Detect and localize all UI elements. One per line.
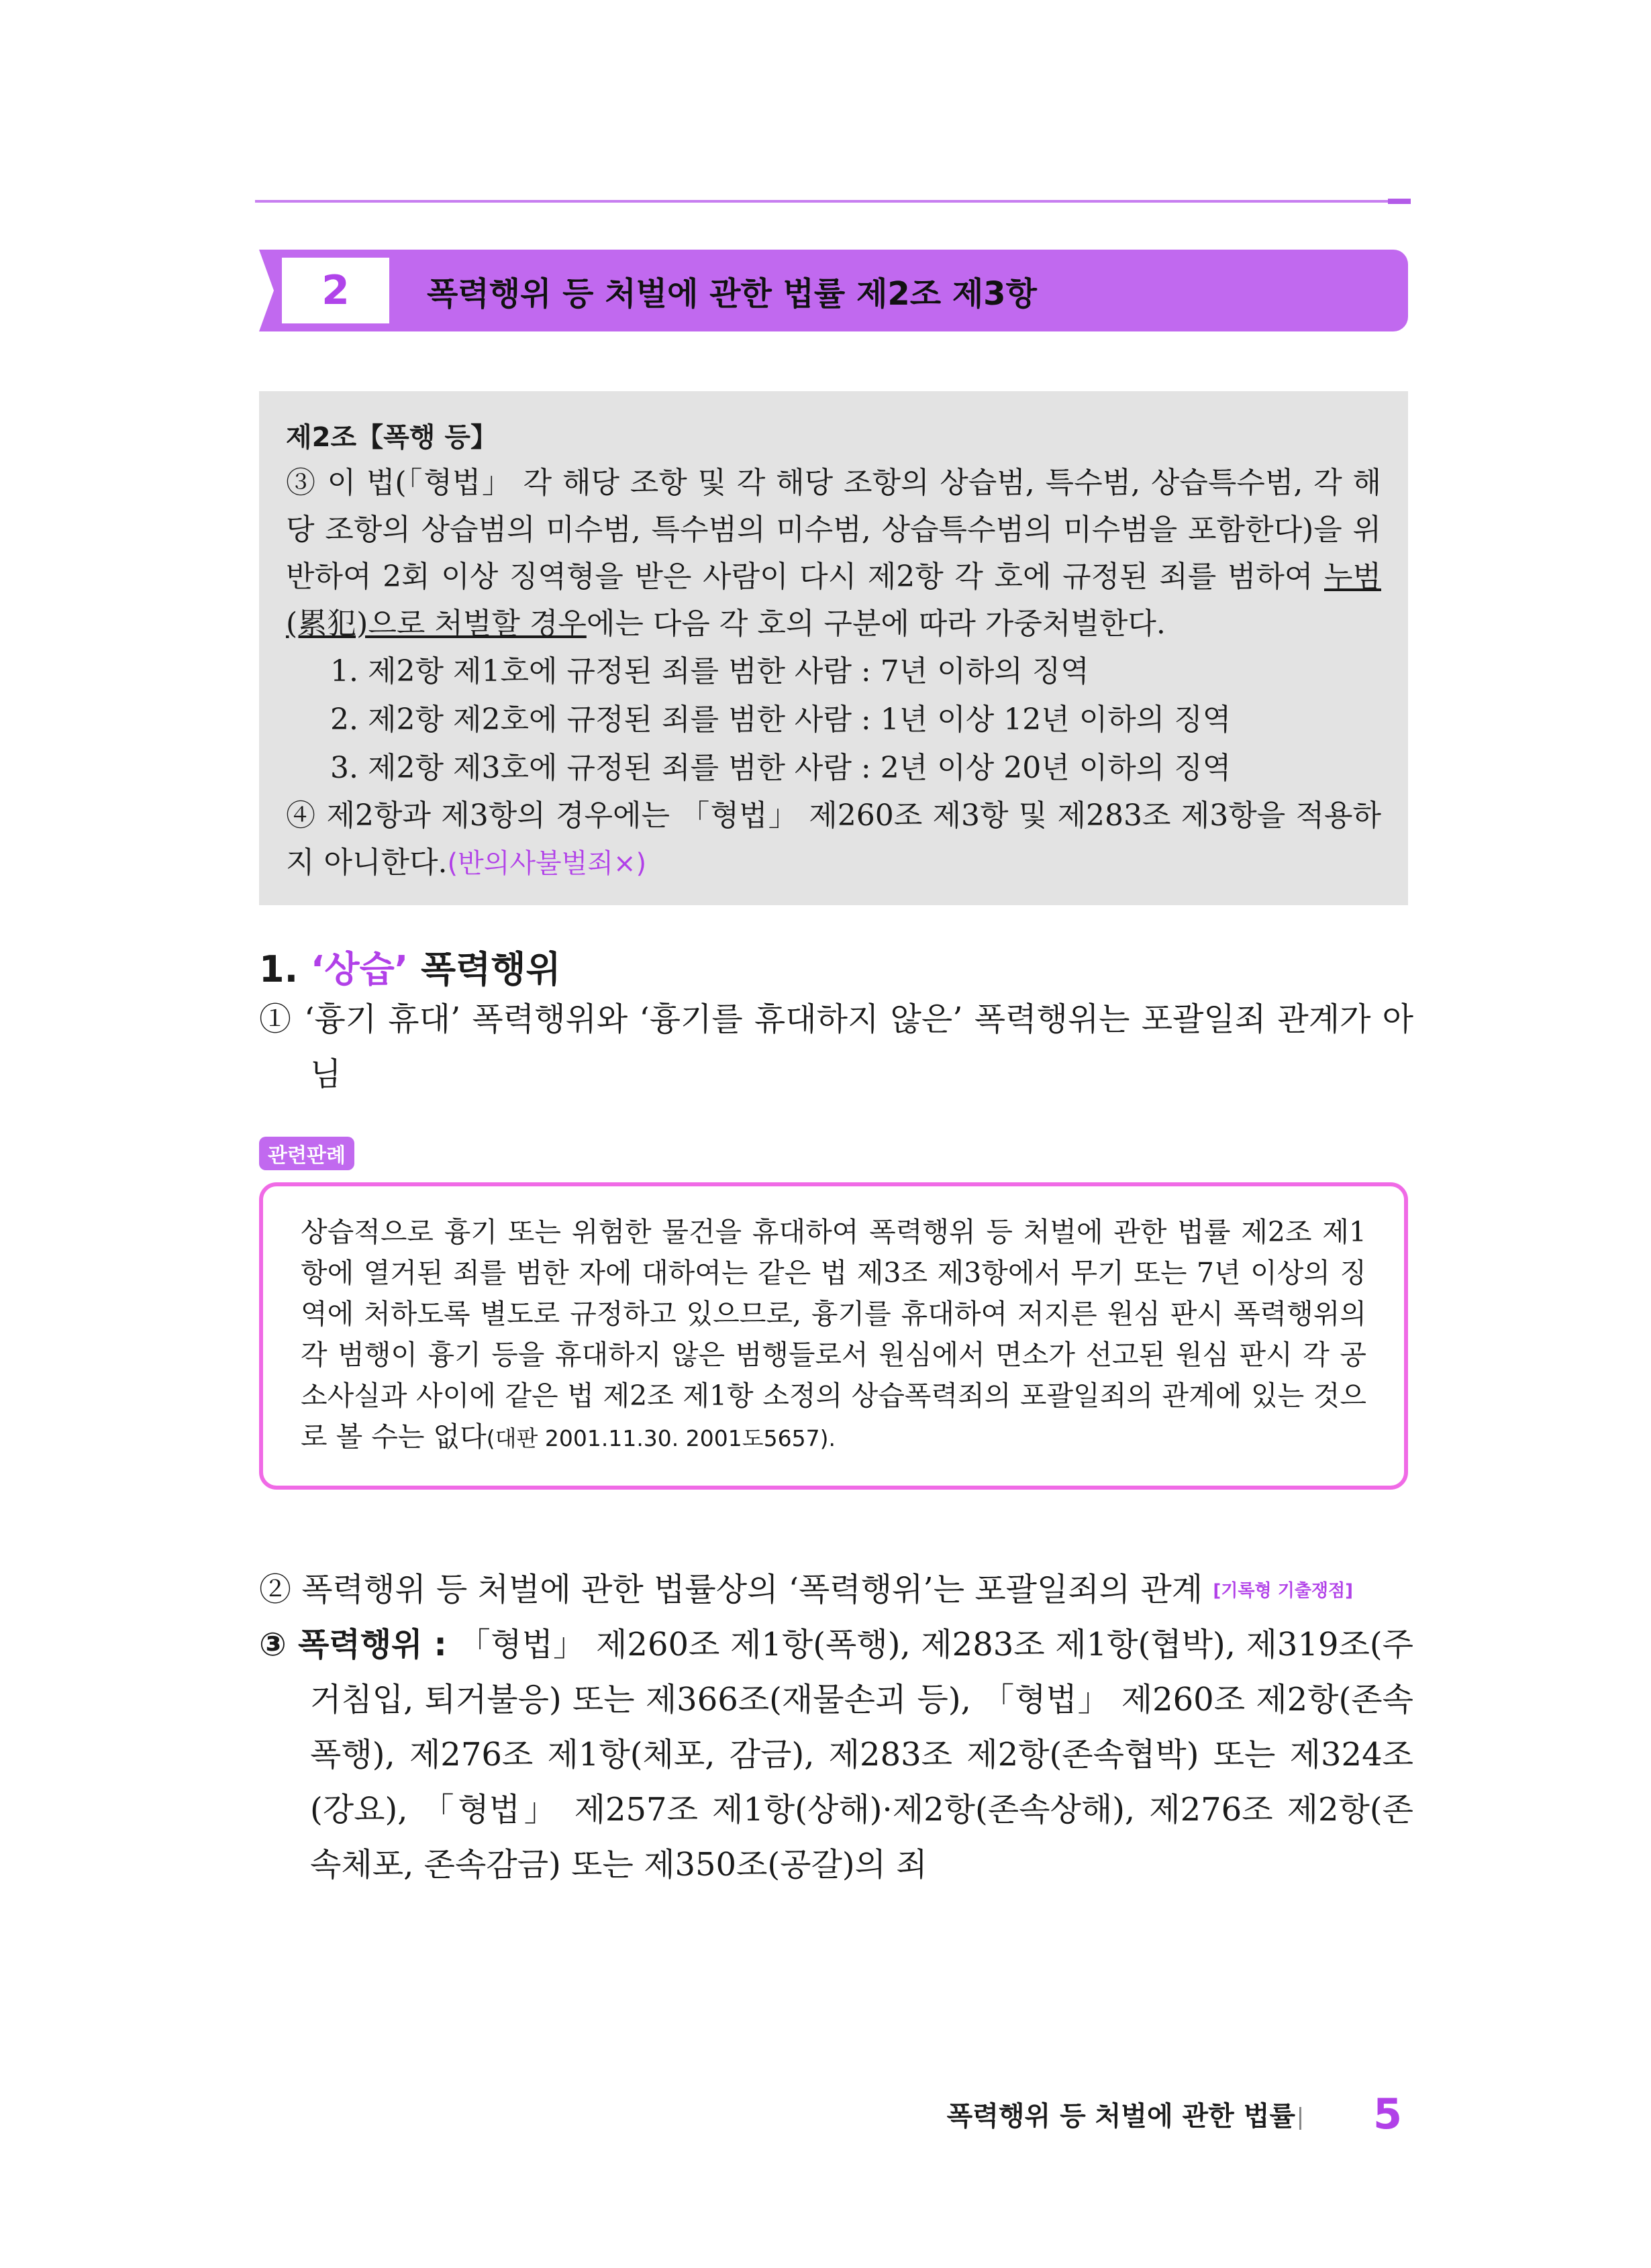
statute-item: 2. 제2항 제2호에 규정된 죄를 범한 사람 : 1년 이상 12년 이하의 징역 [330, 703, 1232, 737]
point-3 [259, 1617, 1413, 1892]
top-rule [255, 200, 1411, 203]
statute-title: 제2조【폭행 등】 [286, 422, 497, 453]
footer-separator [1299, 2107, 1301, 2130]
case-citation: (대판 2001.11.30. 2001도5657). [486, 1425, 836, 1451]
section-title: 폭력행위 등 처벌에 관한 법률 제2조 제3항 [427, 274, 1037, 313]
point-2-text [259, 1562, 1413, 1618]
point-3-text [259, 1617, 1413, 1892]
statute-item: 1. 제2항 제1호에 규정된 죄를 범한 사람 : 7년 이하의 징역 [330, 654, 1089, 688]
point-3-body: 「형법」 제260조 제1항(폭행), 제283조 제1항(협박), 제319조(주거침입, 퇴거불응) 또는 제366조(재물손괴 등), 「형법」 제260조 제2항(존속폭행), 제276조 제1항(체포, 감금), 제283조 제2항(존속협박) 또는 제324조(강요), 「형법」 제257조 제1항(상해)·제2항(존속상해), 제276조 제2항(존속체포, 존속감금) 또는 제350조(공갈)의 죄 [310, 1626, 1413, 1884]
statute-note: (반의사불벌죄×) [447, 848, 647, 879]
statute-paragraph-3 [286, 460, 1381, 648]
exam-tag: [기록형 기출쟁점] [1213, 1581, 1354, 1601]
point-2-body: ② 폭력행위 등 처벌에 관한 법률상의 ‘폭력행위’는 포괄일죄의 관계 [259, 1571, 1203, 1608]
case-text [301, 1212, 1366, 1459]
related-case-badge: 관련판례 [259, 1137, 354, 1170]
statute-paragraph-4 [286, 792, 1381, 887]
section-banner [259, 250, 1408, 331]
point-1-text: ① ‘흉기 휴대’ 폭력행위와 ‘흉기를 휴대하지 않은’ 폭력행위는 포괄일죄 관계가 아님 [259, 1000, 1413, 1093]
statute-paragraph-3-ending: 에는 다음 각 호의 구분에 따라 가중처벌한다. [586, 607, 1166, 641]
banner-arrow-notch [259, 250, 274, 331]
subsection-accent: ‘상습’ [310, 948, 409, 990]
statute-paragraph-4-text: ④ 제2항과 제3항의 경우에는 「형법」 제260조 제3항 및 제283조 제3항을 적용하지 아니한다. [286, 798, 1381, 880]
case-box [259, 1182, 1408, 1490]
point-3-label: ③ 폭력행위 : [259, 1626, 458, 1663]
case-body: 상습적으로 흉기 또는 위험한 물건을 휴대하여 폭력행위 등 처벌에 관한 법률 제2조 제1항에 열거된 죄를 범한 자에 대하여는 같은 법 제3조 제3항에서 무기 또는 7년 이상의 징역에 처하도록 별도로 규정하고 있으므로, 흉기를 휴대하여 저지른 원심 판시 폭력행위의 각 범행이 흉기 등을 휴대하지 않은 범행들로서 원심에서 면소가 선고된 원심 판시 각 공소사실과 사이에 같은 법 제2조 제1항 소정의 상습폭력죄의 포괄일죄의 관계에 있는 것으로 볼 수는 없다 [301, 1216, 1366, 1453]
statute-item: 3. 제2항 제3호에 규정된 죄를 범한 사람 : 2년 이상 20년 이하의 징역 [330, 751, 1232, 785]
top-rule-accent [1388, 199, 1411, 204]
point-2 [259, 1562, 1413, 1618]
footer-title: 폭력행위 등 처벌에 관한 법률 [946, 2100, 1295, 2132]
subsection-suffix: 폭력행위 [408, 948, 561, 990]
subsection-heading [259, 946, 561, 993]
statute-box [259, 391, 1408, 905]
statute-underlined-phrase: 누범(累犯)으로 처벌할 경우 [286, 560, 1381, 641]
page-number: 5 [1373, 2089, 1403, 2138]
statute-paragraph-3-text: ③ 이 법(「형법」 각 해당 조항 및 각 해당 조항의 상습범, 특수범, 상습특수범, 각 해당 조항의 상습범의 미수범, 특수범의 미수범, 상습특수범의 미수범을 포함한다)을 위반하여 2회 이상 징역형을 받은 사람이 다시 제2항 각 호에 규정된 죄를 범하여 [286, 466, 1381, 594]
subsection-prefix: 1. [259, 948, 311, 990]
section-number: 2 [282, 258, 389, 323]
point-1 [259, 992, 1413, 1102]
